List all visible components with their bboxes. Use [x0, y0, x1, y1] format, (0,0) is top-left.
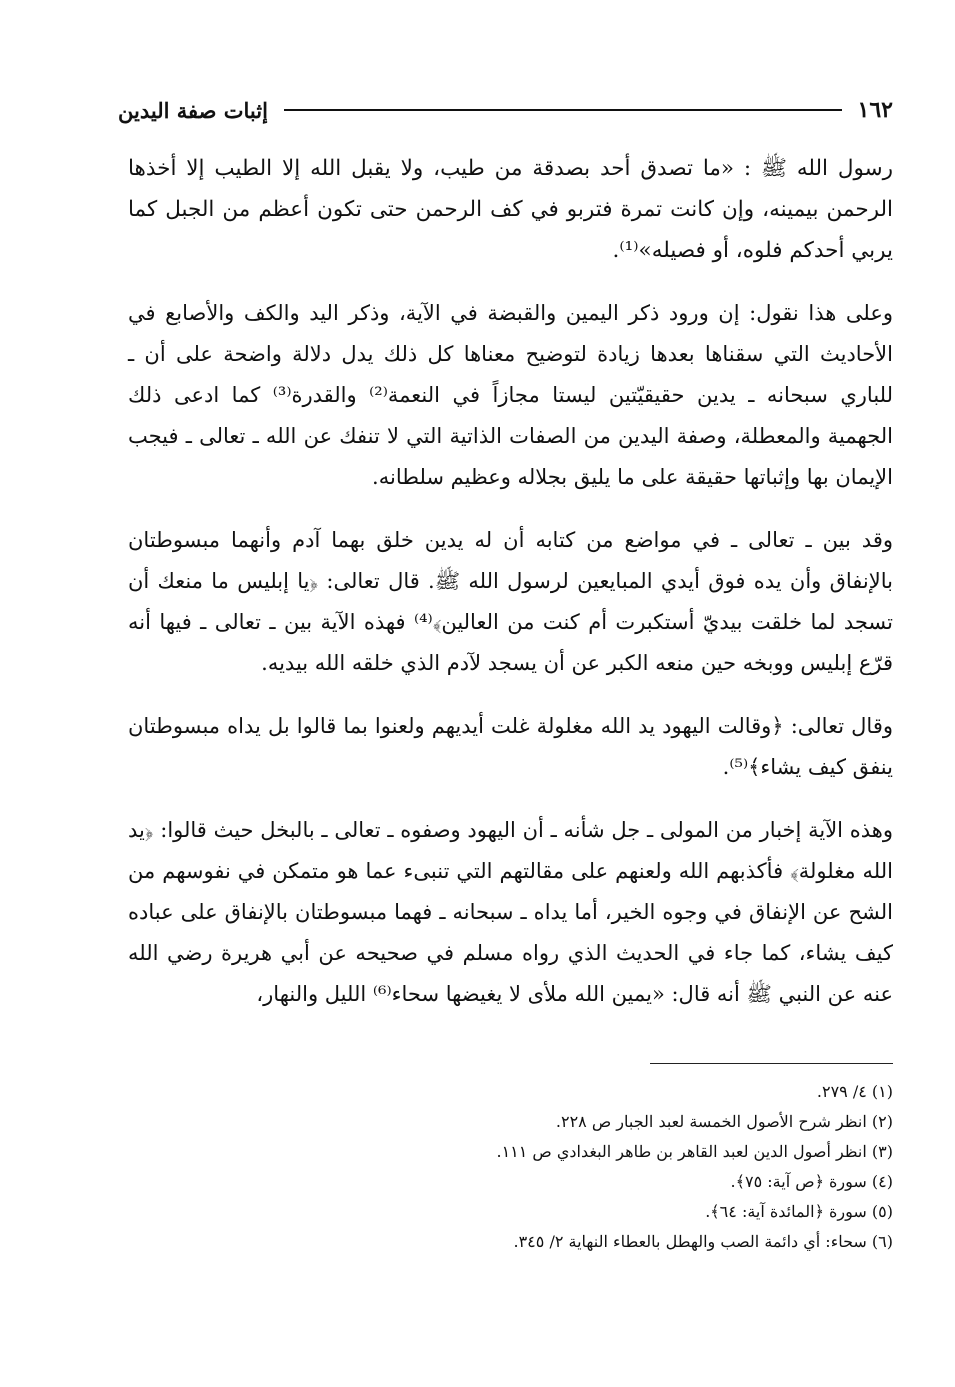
header-rule [284, 109, 842, 111]
main-text [128, 148, 893, 1037]
footnote: (٣) انظر أصول الدين لعبد القاهر بن طاهر البغدادي ص ١١١. [496, 1142, 893, 1161]
running-title: إثبات صفة اليدين [118, 97, 268, 123]
footnote: (٤) سورة ﴿ص آية: ٧٥﴾. [730, 1172, 893, 1191]
paragraph: وقد بين ـ تعالى ـ في مواضع من كتابه أن له يدين خلق بهما آدم وأنهما مبسوطتان بالإنفاق وأن يده فوق أيدي المبايعين لرسول الله ﷺ. قال تعالى: ﴿يا إبليس ما منعك أن تسجد لما خلقت بيديّ أستكبرت أم كنت من العالين﴾⁽⁴⁾ فهذه الآية بين ـ تعالى ـ فيها أنه قرّع إبليس ووبخه حين منعه الكبر عن أن يسجد لآدم الذي خلقه الله بيديه. [128, 528, 893, 675]
footnote: (٢) انظر شرح الأصول الخمسة لعبد الجبار ص ٢٢٨. [555, 1112, 893, 1131]
paragraph: وقال تعالى: ﴿وقالت اليهود يد الله مغلولة غلت أيديهم ولعنوا بما قالوا بل يداه مبسوطتان ينفق كيف يشاء﴾⁽⁵⁾. [128, 714, 893, 779]
footnotes [193, 1077, 893, 1257]
paragraph: رسول الله ﷺ : «ما تصدق أحد بصدقة من طيب، ولا يقبل الله إلا الطيب إلا أخذها الرحمن بيمينه، وإن كانت تمرة فتربو في كف الرحمن حتى تكون أعظم من الجبل كما يربي أحدكم فلوه، أو فصيله»⁽¹⁾. [128, 156, 893, 263]
footnote: (٥) سورة ﴿المائدة آية: ٦٤﴾. [705, 1202, 893, 1221]
footnote-separator [650, 1063, 893, 1064]
paragraph: وعلى هذا نقول: إن ورود ذكر اليمين والقبضة في الآية، وذكر اليد والكف والأصابع في الأحاديث التي سقناها بعدها زيادة لتوضيح معناها كل ذلك يدل دلالة واضحة على أن ـ للباري سبحانه ـ يدين حقيقيّتين ليستا مجازاً في النعمة⁽²⁾ والقدرة⁽³⁾ كما ادعى ذلك الجهمية والمعطلة، وصفة اليدين من الصفات الذاتية التي لا تنفك عن الله ـ تعالى ـ فيجب الإيمان بها وإثباتها حقيقة على ما يليق بجلاله وعظيم سلطانه. [128, 301, 894, 489]
footnote: (٦) سحاء: أي دائمة الصب والهطل بالعطاء النهاية ٢/ ٣٤٥. [513, 1232, 893, 1251]
paragraph: وهذه الآية إخبار من المولى ـ جل شأنه ـ أن اليهود وصفوه ـ تعالى ـ بالبخل حيث قالوا: ﴿يد الله مغلولة﴾ فأكذبهم الله ولعنهم على مقالتهم التي تنبىء عما هو متمكن في نفوسهم من الشح عن الإنفاق في وجوه الخير، أما يداه ـ سبحانه ـ فهما مبسوطتان بالإنفاق على عباده كيف يشاء، كما جاء في الحديث الذي رواه مسلم في صحيحه عن أبي هريرة رضي الله عنه عن النبي ﷺ أنه قال: «يمين الله ملأى لا يغيضها سحاء⁽⁶⁾ الليل والنهار، [128, 818, 893, 1006]
footnote: (١) ٤/ ٢٧٩. [816, 1082, 893, 1101]
page-number: ١٦٢ [857, 97, 893, 123]
page-header [118, 92, 893, 128]
